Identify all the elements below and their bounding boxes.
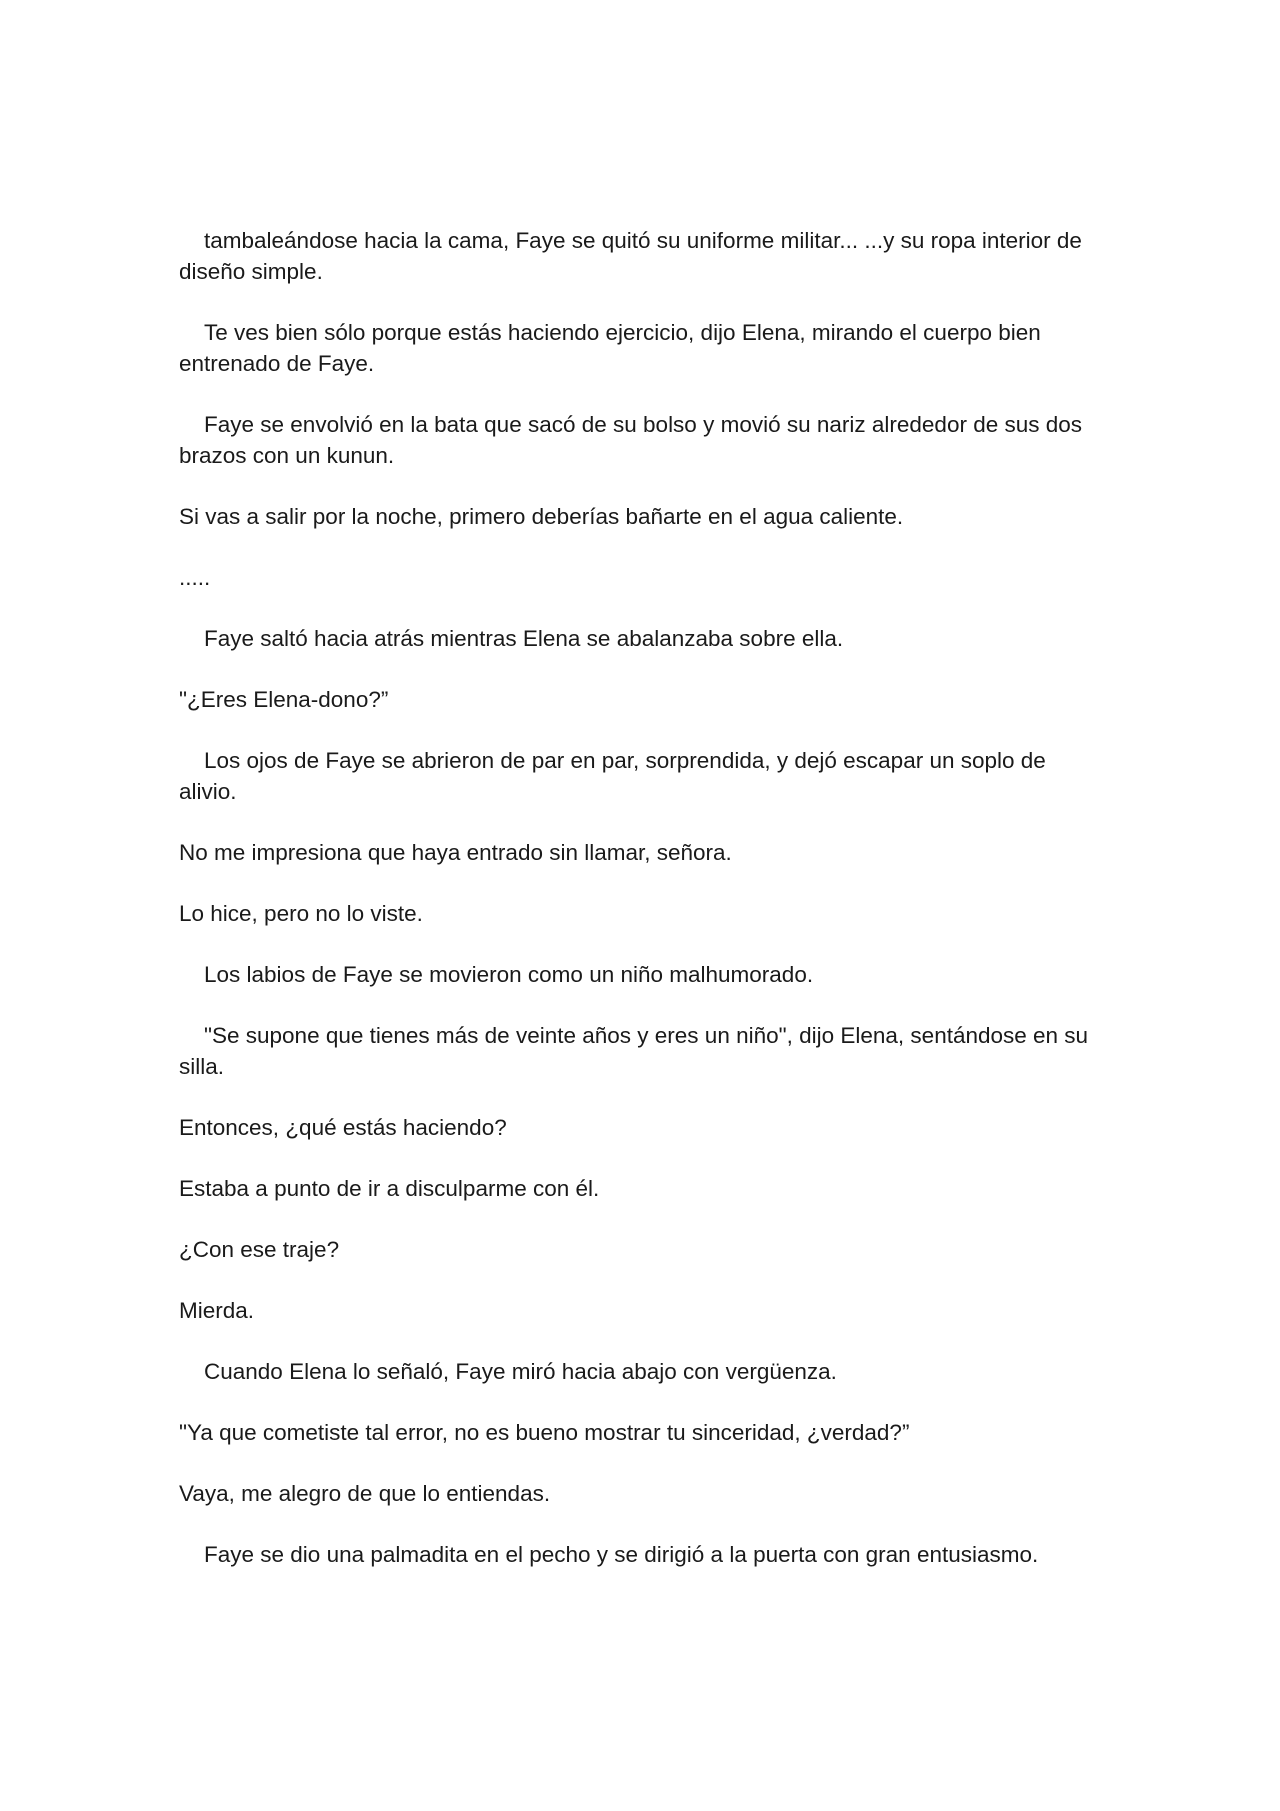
paragraph-14: Estaba a punto de ir a disculparme con él. [179, 1176, 600, 1201]
paragraph-10: Lo hice, pero no lo viste. [179, 901, 423, 926]
paragraph-20: Faye se dio una palmadita en el pecho y se dirigió a la puerta con gran entusiasmo. [204, 1542, 1039, 1567]
paragraph-13: Entonces, ¿qué estás haciendo? [179, 1115, 507, 1140]
document-page [179, 225, 1109, 1600]
paragraph-19: Vaya, me alegro de que lo entiendas. [179, 1481, 551, 1506]
paragraph-12: "Se supone que tienes más de veinte años y eres un niño", dijo Elena, sentándose en su silla. [179, 1023, 1089, 1079]
paragraph-9: No me impresiona que haya entrado sin llamar, señora. [179, 840, 732, 865]
paragraph-6: Faye saltó hacia atrás mientras Elena se abalanzaba sobre ella. [204, 626, 844, 651]
paragraph-16: Mierda. [179, 1298, 255, 1323]
paragraph-5: ..... [179, 565, 211, 590]
paragraph-1: tambaleándose hacia la cama, Faye se quitó su uniforme militar... ...y su ropa interior de diseño simple. [179, 228, 1082, 284]
paragraph-11: Los labios de Faye se movieron como un niño malhumorado. [204, 962, 814, 987]
paragraph-2: Te ves bien sólo porque estás haciendo ejercicio, dijo Elena, mirando el cuerpo bien entrenado de Faye. [179, 320, 1041, 376]
paragraph-3: Faye se envolvió en la bata que sacó de su bolso y movió su nariz alrededor de sus dos brazos con un kunun. [179, 412, 1083, 468]
paragraph-15: ¿Con ese traje? [179, 1237, 340, 1262]
paragraph-7: "¿Eres Elena-dono?” [179, 687, 389, 712]
paragraph-8: Los ojos de Faye se abrieron de par en par, sorprendida, y dejó escapar un soplo de alivio. [179, 748, 1046, 804]
paragraph-4: Si vas a salir por la noche, primero deberías bañarte en el agua caliente. [179, 504, 904, 529]
paragraph-17: Cuando Elena lo señaló, Faye miró hacia abajo con vergüenza. [204, 1359, 837, 1384]
paragraph-18: "Ya que cometiste tal error, no es bueno mostrar tu sinceridad, ¿verdad?” [179, 1420, 910, 1445]
